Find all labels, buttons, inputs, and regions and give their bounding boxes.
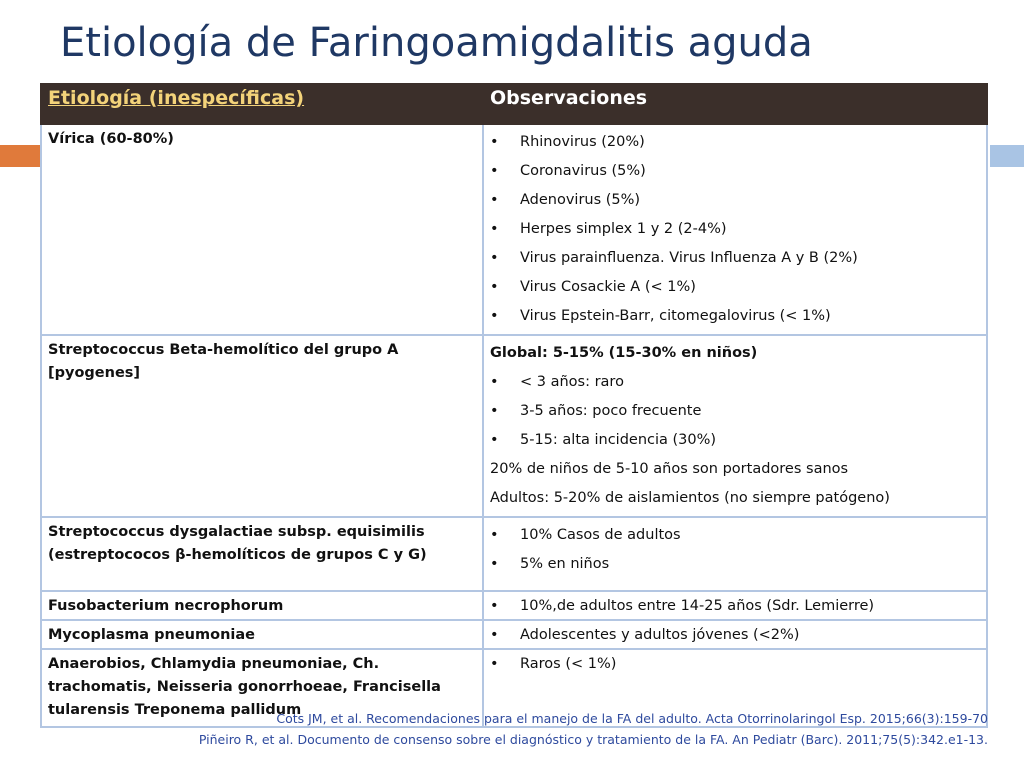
list-item: • Virus parainfluenza. Virus Influenza A y B (2%) [490,244,980,273]
observation-note: Adultos: 5-20% de aislamientos (no siempre patógeno) [490,490,890,506]
row-category-fusobacterium: Fusobacterium necrophorum [41,591,483,620]
list-item: • 10%,de adultos entre 14-25 años (Sdr. Lemierre) [490,595,980,617]
row-category-mycoplasma: Mycoplasma pneumoniae [41,620,483,649]
slide-title: Etiología de Faringoamigdalitis aguda [60,20,813,66]
list-item: • < 3 años: raro [490,368,980,397]
row-observations-strep-dysgalactiae [483,517,987,591]
observation-note: 20% de niños de 5-10 años son portadores sanos [490,461,849,477]
references [199,708,988,750]
row-category-strep-a: Streptococcus Beta-hemolítico del grupo A [pyogenes] [41,335,483,517]
list-item: • Virus Epstein-Barr, citomegalovirus (< 1%) [490,302,980,331]
accent-bar-left [0,145,40,167]
header-etiology: Etiología (inespecíficas) [41,84,483,124]
list-item: • Raros (< 1%) [490,653,980,676]
row-observations-strep-a [483,335,987,517]
table-row [41,124,987,335]
row-category-strep-dysgalactiae: Streptococcus dysgalactiae subsp. equisimilis (estreptococos β-hemolíticos de grupos C y G) [41,517,483,591]
row-category-anaerobios: Anaerobios, Chlamydia pneumoniae, Ch. trachomatis, Neisseria gonorrhoeae, Francisella tularensis Treponema pallidum [41,649,483,727]
table-row [41,517,987,591]
etiology-table [40,83,988,728]
list-item: • Virus Cosackie A (< 1%) [490,273,980,302]
accent-bar-right [990,145,1024,167]
list-item: • Adenovirus (5%) [490,186,980,215]
list-item: • 5-15: alta incidencia (30%) [490,426,980,455]
row-observations-viral [483,124,987,335]
reference-cots: Cots JM, et al. Recomendaciones para el manejo de la FA del adulto. Acta Otorrinolaringol Esp. 2015;66(3):159-70 [276,711,988,726]
table-row [41,620,987,649]
observation-lead: Global: 5-15% (15-30% en niños) [490,345,758,361]
list-item: • 3-5 años: poco frecuente [490,397,980,426]
list-item: • Rhinovirus (20%) [490,128,980,157]
reference-pineiro: Piñeiro R, et al. Documento de consenso sobre el diagnóstico y tratamiento de la FA. An Pediatr (Barc). 2011;75(5):342.e1-13. [198,732,988,747]
list-item: • Herpes simplex 1 y 2 (2-4%) [490,215,980,244]
list-item: • 5% en niños [490,550,980,579]
table-header-row [41,84,987,124]
table-row [41,591,987,620]
table-row [41,335,987,517]
header-observaciones: Observaciones [483,84,987,124]
list-item: • Adolescentes y adultos jóvenes (<2%) [490,624,980,646]
row-category-viral: Vírica (60-80%) [41,124,483,335]
list-item: • Coronavirus (5%) [490,157,980,186]
row-observations-fusobacterium [483,591,987,620]
list-item: • 10% Casos de adultos [490,521,980,550]
row-observations-mycoplasma [483,620,987,649]
